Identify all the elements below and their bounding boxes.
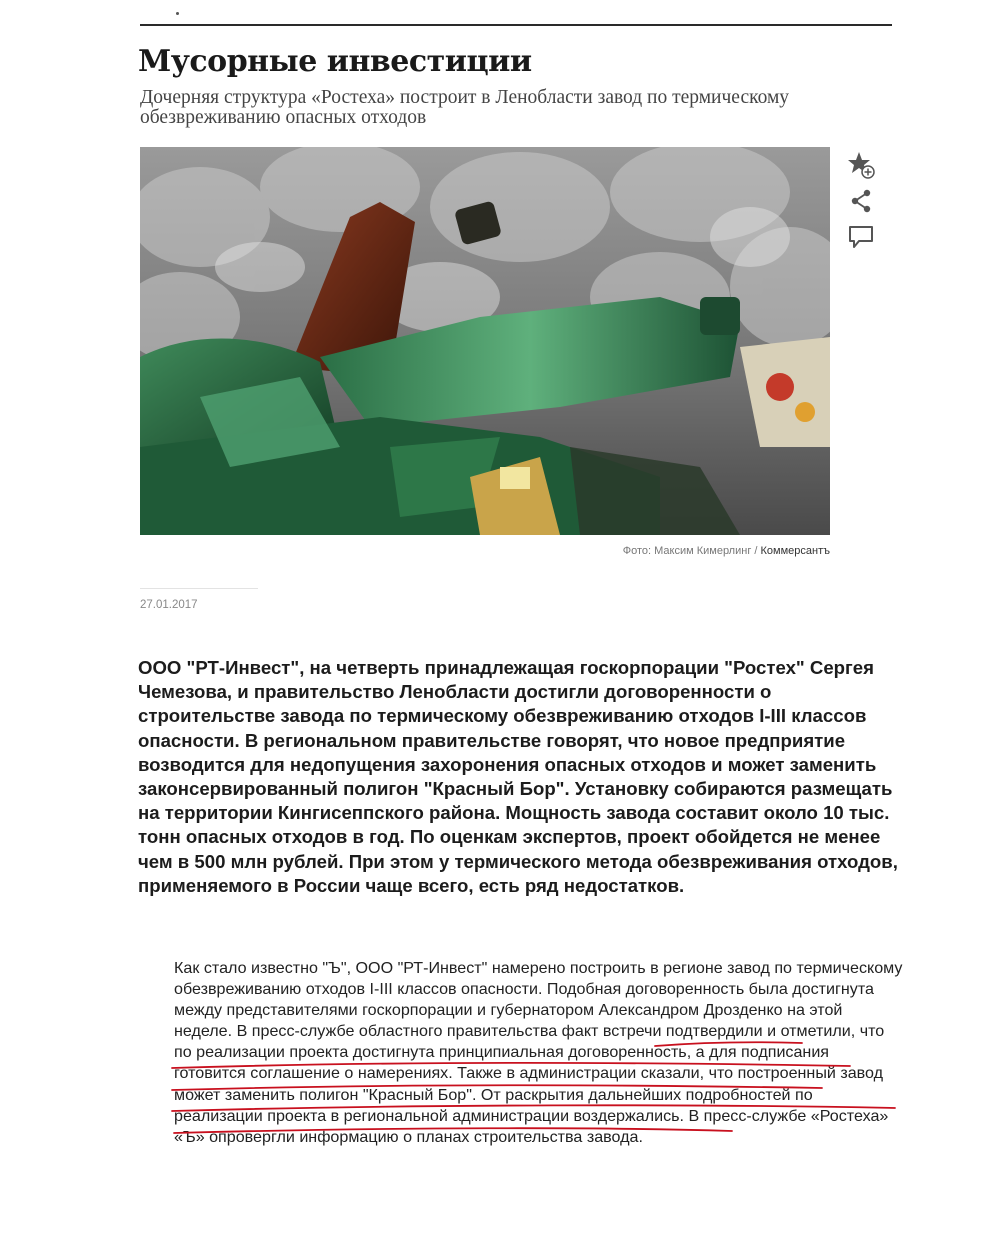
article-title: Мусорные инвестиции	[138, 44, 532, 79]
article-subtitle: Дочерняя структура «Ростеха» построит в Ленобласти завод по термическому обезвреживанию опасных отходов	[140, 87, 790, 128]
photo-caption	[140, 545, 830, 557]
photo-source-link[interactable]: Коммерсантъ	[760, 545, 830, 557]
photo-credit: Фото: Максим Кимерлинг /	[622, 545, 761, 557]
publish-date: 27.01.2017	[140, 599, 198, 611]
scan-speck	[176, 12, 179, 15]
share-icon[interactable]	[846, 186, 876, 216]
comment-icon[interactable]	[846, 222, 876, 252]
top-rule	[140, 24, 892, 26]
article-photo	[140, 147, 830, 535]
favorite-add-icon[interactable]	[846, 150, 876, 180]
article-lead: ООО "РТ-Инвест", на четверть принадлежащая госкорпорации "Ростех" Сергея Чемезова, и правительство Ленобласти достигли договоренности о строительстве завода по термическому обезвреживанию отходов I-III классов опасности. В региональном правительстве говорят, что новое предприятие возводится для недопущения захоронения опасных отходов и может заменить законсервированный полигон "Красный Бор". Установку собираются размещать на территории Кингисеппского района. Мощность завода составит около 10 тыс. тонн опасных отходов в год. По оценкам экспертов, проект обойдется не менее чем в 500 млн рублей. При этом у термического метода обезвреживания отходов, применяемого в России чаще всего, есть ряд недостатков.	[138, 657, 898, 896]
article-body: Как стало известно "Ъ", ООО "РТ-Инвест" намерено построить в регионе завод по термическому обезвреживанию отходов I-III классов опасности. Подобная договоренность была достигнута между представителями госкорпорации и губернатором Александром Дрозденко на этой неделе. В пресс-службе областного правительства факт встречи подтвердили и отметили, что по реализации проекта достигнута принципиальная договоренность, а для подписания готовится соглашение о намерениях. Также в администрации сказали, что построенный завод может заменить полигон "Красный Бор". От раскрытия дальнейших подробностей по реализации проекта в региональной администрации воздержались. В пресс-службе «Ростеха» «Ъ» опровергли информацию о планах строительства завода.	[174, 959, 903, 1146]
date-rule	[140, 588, 258, 589]
photo-illustration	[140, 147, 830, 535]
article-actions	[846, 150, 880, 258]
